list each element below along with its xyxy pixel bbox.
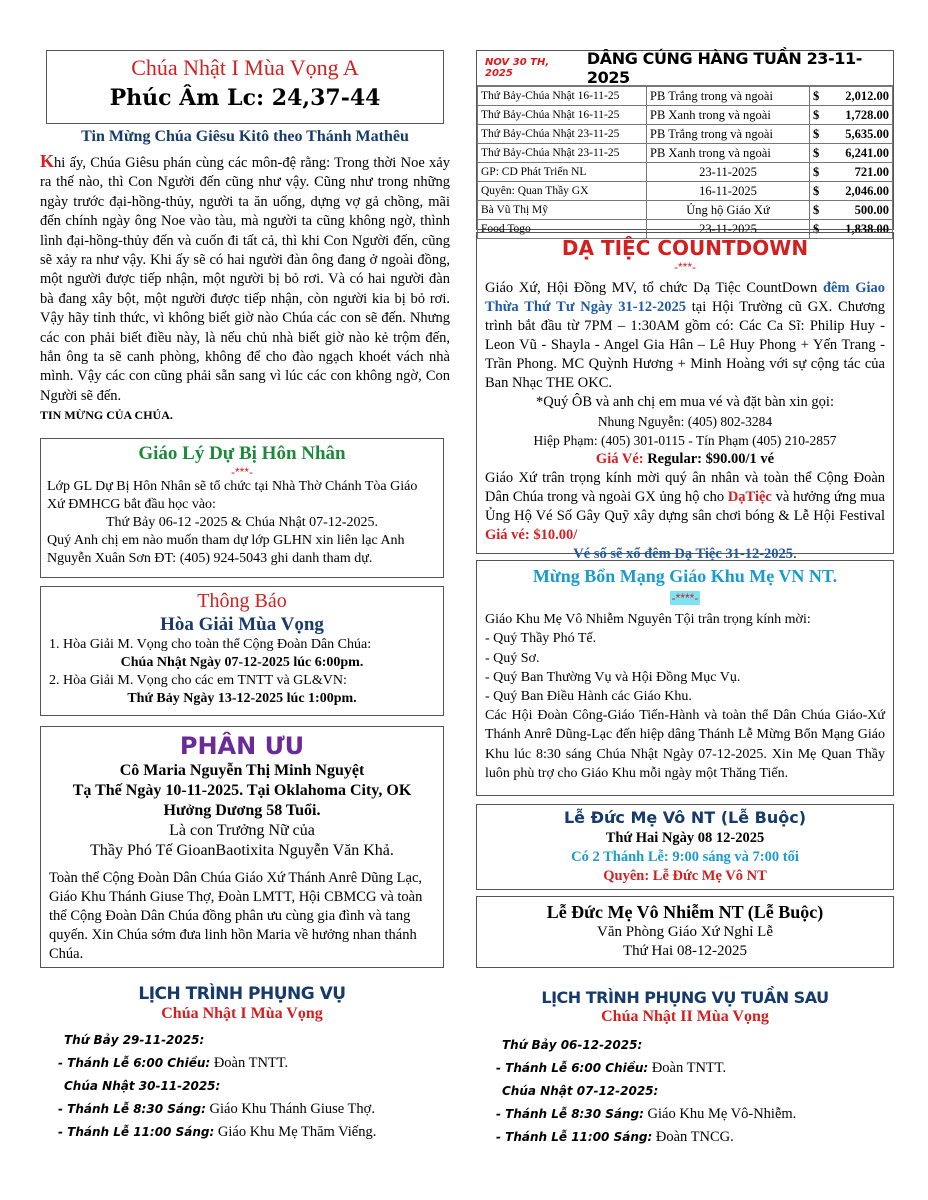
schedule-next-mass3-group: Đoàn TNCG. — [655, 1129, 734, 1145]
patron-separator: -****- — [671, 591, 699, 605]
condolence-age: Hưởng Dương 58 Tuổi. — [163, 802, 321, 819]
offering-currency: $ — [810, 201, 829, 220]
patron-item: - Quý Ban Thường Vụ và Hội Đồng Mục Vụ. — [485, 669, 741, 685]
condolence-body: Toàn thể Cộng Đoàn Dân Chúa Giáo Xứ Thánh Anrê Dũng Lạc, Giáo Khu Thánh Giuse Thợ, Đoàn LMTT, Hội CBMCG và toàn thể Cộng Đoàn Dân Chúa đồng phân ưu cùng gia đình và tang quyến. Xin Chúa sớm đưa linh hồn Maria về hưởng nhan thánh Chúa. — [49, 870, 423, 962]
condolence-died: Tạ Thế Ngày 10-11-2025. Tại Oklahoma City, OK — [72, 782, 412, 799]
offering-currency: $ — [810, 87, 829, 106]
marriage-dates: Thứ Bảy 06-12 -2025 & Chúa Nhật 07-12-2025. — [106, 515, 378, 530]
gospel-header-box — [46, 50, 444, 124]
office-box — [476, 896, 894, 968]
party-contact2: Hiệp Phạm: (405) 301-0115 - Tín Phạm (405) 210-2857 — [533, 433, 837, 448]
party-lottery-c: và hưởng ứng mua Ủng Hộ Vé Số Gây Quỹ xây dựng sân chơi bóng & Lễ Hội Festival — [485, 489, 885, 524]
schedule-next-mass1-group: Đoàn TNTT. — [651, 1060, 727, 1076]
schedule-next-mass3-label: - Thánh Lễ 11:00 Sáng: — [496, 1130, 653, 1144]
party-lottery-price: Giá vé: $10.00/ — [485, 527, 578, 543]
patron-box — [476, 560, 894, 796]
schedule-next-list — [496, 1034, 796, 1149]
patron-title: Mừng Bổn Mạng Giáo Khu Mẹ VN NT. — [532, 566, 838, 586]
party-lottery — [485, 469, 885, 545]
schedule-next-day2: Chúa Nhật 07-12-2025: — [502, 1084, 659, 1098]
offering-source: Thứ Bảy-Chúa Nhật 23-11-25 — [478, 125, 647, 144]
offering-type: 23-11-2025 — [647, 220, 810, 239]
office-title: Lễ Đức Mẹ Vô Nhiễm NT (Lễ Buộc) — [546, 902, 824, 922]
notice-item2-time-wrap: Thứ Bảy Ngày 13-12-2025 lúc 1:00pm. — [127, 691, 357, 706]
party-title: DẠ TIỆC COUNTDOWN — [561, 236, 809, 260]
condolence-father: Thầy Phó Tế GioanBaotixita Nguyễn Văn Khả. — [90, 842, 394, 859]
offering-source: Thứ Bảy-Chúa Nhật 23-11-25 — [478, 144, 647, 163]
offering-row — [478, 125, 893, 144]
notice-item1: 1. Hòa Giải M. Vọng cho toàn thể Cộng Đoàn Dân Chúa: — [49, 637, 372, 652]
schedule-this-mass3-label: - Thánh Lễ 11:00 Sáng: — [58, 1125, 215, 1139]
schedule-next-week — [476, 988, 894, 1026]
offering-type: PB Trắng trong và ngoài — [647, 87, 810, 106]
marriage-line1: Lớp GL Dự Bị Hôn Nhân sẽ tổ chức tại Nhà Thờ Chánh Tòa Giáo Xứ ĐMHCG bắt đầu học vào: — [47, 479, 418, 512]
offering-box — [476, 49, 894, 236]
offering-currency: $ — [810, 106, 829, 125]
offering-row — [478, 163, 893, 182]
gospel-subtitle: Tin Mừng Chúa Giêsu Kitô theo Thánh Mathêu — [81, 128, 409, 145]
notice-title: Thông Báo — [197, 590, 287, 612]
schedule-next-mass2-group: Giáo Khu Mẹ Vô-Nhiễm. — [647, 1106, 797, 1122]
offering-source: Thứ Bảy-Chúa Nhật 16-11-25 — [478, 106, 647, 125]
feast-collection: Quyên: Lễ Đức Mẹ Vô NT — [603, 868, 767, 884]
party-lottery-a: Giáo Xứ trân trọng kính mời quý ân nhân và toàn thể Cộng Đoàn Dân Chúa trong và ngoài GX ủng hộ cho — [485, 470, 885, 505]
offering-badge: NOV 30 TH, 2025 — [485, 57, 550, 79]
schedule-this-list — [58, 1029, 376, 1144]
office-line1: Văn Phòng Giáo Xứ Nghỉ Lễ — [596, 924, 774, 940]
party-price-value: Regular: $90.00/1 vé — [643, 451, 775, 467]
party-draw-wrap: Vé số sẽ xổ đêm Dạ Tiệc 31-12-2025. — [573, 546, 797, 562]
schedule-next-mass1 — [496, 1057, 796, 1080]
party-contact-intro: *Quý ÔB và anh chị em mua vé và đặt bàn xin gọi: — [536, 394, 834, 410]
offering-currency: $ — [810, 144, 829, 163]
schedule-next-mass2 — [496, 1103, 796, 1126]
patron-items — [485, 629, 885, 706]
party-separator: -***- — [673, 260, 696, 274]
condolence-name: Cô Maria Nguyễn Thị Minh Nguyệt — [119, 762, 365, 779]
party-intro — [485, 279, 885, 393]
offering-row — [478, 87, 893, 106]
schedule-next-title: LỊCH TRÌNH PHỤNG VỤ TUẦN SAU — [541, 988, 829, 1007]
feast-masses: Có 2 Thánh Lễ: 9:00 sáng và 7:00 tối — [571, 849, 799, 865]
schedule-this-mass3-group: Giáo Khu Mẹ Thăm Viếng. — [217, 1124, 377, 1140]
notice-subtitle: Hòa Giải Mùa Vọng — [160, 614, 324, 635]
schedule-this-day2: Chúa Nhật 30-11-2025: — [64, 1079, 221, 1093]
offering-type: PB Xanh trong và ngoài — [647, 106, 810, 125]
offering-source: Thứ Bảy-Chúa Nhật 16-11-25 — [478, 87, 647, 106]
schedule-next-subtitle: Chúa Nhật II Mùa Vọng — [601, 1008, 769, 1025]
schedule-this-mass2 — [58, 1098, 376, 1121]
schedule-this-mass2-group: Giáo Khu Thánh Giuse Thợ. — [209, 1101, 375, 1117]
offering-source: Quyên: Quan Thầy GX — [478, 182, 647, 201]
notice-item1-time-wrap: Chúa Nhật Ngày 07-12-2025 lúc 6:00pm. — [120, 655, 364, 670]
condolence-child: Là con Trưởng Nữ của — [169, 822, 315, 839]
feast-title: Lễ Đức Mẹ Vô NT (Lễ Buộc) — [563, 808, 807, 827]
gospel-dropcap: K — [40, 151, 55, 171]
party-lottery-b: DạTiệc — [727, 489, 772, 505]
gospel-closing: TIN MỪNG CỦA CHÚA. — [40, 408, 173, 423]
schedule-next-day1: Thứ Bảy 06-12-2025: — [502, 1038, 643, 1052]
patron-item: - Quý Sơ. — [485, 650, 540, 666]
offering-amount: 5,635.00 — [828, 125, 893, 144]
marriage-line3: Quý Anh chị em nào muốn tham dự lớp GLHN xin liên lạc Anh Nguyễn Xuân Sơn ĐT: (405) 924-5043 ghi danh tham dự. — [47, 533, 405, 566]
offering-type: 23-11-2025 — [647, 163, 810, 182]
offering-row — [478, 201, 893, 220]
offering-row — [478, 144, 893, 163]
offering-amount: 721.00 — [828, 163, 893, 182]
offering-type: Ủng hộ Giáo Xứ — [647, 201, 810, 220]
offering-currency: $ — [810, 163, 829, 182]
patron-item: - Quý Thầy Phó Tế. — [485, 631, 597, 647]
party-contact1: Nhung Nguyễn: (405) 802-3284 — [597, 414, 773, 429]
offering-amount: 1,838.00 — [828, 220, 893, 239]
notice-item1-time: Chúa Nhật Ngày 07-12-2025 lúc 6:00pm — [120, 655, 360, 670]
offering-amount: 2,012.00 — [828, 87, 893, 106]
schedule-this-mass1-label: - Thánh Lễ 6:00 Chiều: — [58, 1056, 211, 1070]
condolence-title: PHÂN ƯU — [179, 732, 305, 760]
notice-item2-time: Thứ Bảy Ngày 13-12-2025 lúc 1:00pm — [127, 691, 354, 706]
patron-sep-wrap — [485, 589, 885, 608]
party-price-label: Giá Vé: — [595, 451, 644, 467]
offering-row — [478, 182, 893, 201]
party-intro-b: đêm Giao Thừa Thứ Tư Ngày 31-12-2025 — [485, 280, 886, 315]
marriage-separator: -***- — [230, 465, 253, 479]
offering-row — [478, 106, 893, 125]
offering-currency: $ — [810, 182, 829, 201]
marriage-prep-box — [40, 438, 444, 578]
party-intro-c: tại Hội Trường cũ GX. Chương trình bắt đầu từ 7PM – 1:30AM gồm có: Các Ca Sĩ: Philip Huy - Leon Vũ - Shayla - Angel Gia Hân – Lê Huy Phong + Yến Trang - Trần Phong. MC Quỳnh Hương + Minh Hoàng với sự cộng tác của Ban Nhạc THE OKC. — [485, 299, 885, 391]
schedule-next-mass1-label: - Thánh Lễ 6:00 Chiều: — [496, 1061, 649, 1075]
patron-item: - Quý Ban Điều Hành các Giáo Khu. — [485, 689, 692, 705]
schedule-this-mass3 — [58, 1121, 376, 1144]
schedule-this-mass1-group: Đoàn TNTT. — [213, 1055, 289, 1071]
marriage-title: Giáo Lý Dự Bị Hôn Nhân — [138, 443, 346, 464]
party-intro-a: Giáo Xứ, Hội Đồng MV, tổ chức Dạ Tiệc CountDown — [485, 280, 823, 296]
offering-type: PB Xanh trong và ngoài — [647, 144, 810, 163]
offering-source: Bà Vũ Thị Mỹ — [478, 201, 647, 220]
party-price — [485, 450, 885, 469]
gospel-body: hi ấy, Chúa Giêsu phán cùng các môn-đệ rằng: Trong thời Noe xảy ra thế nào, thì Con Người đến cũng như vậy. Cũng như trong những ngày trước đại-hồng-thủy, người ta ăn uống, dựng vợ gả chồng, mãi đến chính ngày ông Noe vào tàu, mà người ta cũng không ngờ, thình lình đại-hồng-thủy đến và cuốn đi tất cả, thì khi Con Người đến, cũng sẽ xảy ra như vậy. Khi ấy sẽ có hai người đàn ông đang ở ngoài đồng, một người được tiếp nhận, một người bị bỏ rơi. Và có hai người đàn bà đang xây bột, một người được tiếp nhận, còn người kia bị bỏ rơi. Vậy hãy tỉnh thức, vì không biết giờ nào Chúa các con sẽ đến. Nhưng các con phải biết điều này, là nếu chủ nhà biết giờ nào kẻ trộm đến, hẳn ông ta sẽ canh phòng, không để cho đào ngạch khoét vách nhà mình. Vậy các con cũng phải sẵn sang vì lúc các con không ngờ, Con Người sẽ đến. — [40, 155, 450, 404]
party-draw: Vé số sẽ xổ đêm Dạ Tiệc 31-12-2025 — [573, 546, 794, 562]
offering-currency: $ — [810, 220, 829, 239]
schedule-this-week — [40, 984, 444, 1023]
gospel-text — [40, 152, 450, 426]
offering-type: 16-11-2025 — [647, 182, 810, 201]
schedule-next-mass3 — [496, 1126, 796, 1149]
party-box — [476, 232, 894, 562]
notice-box — [40, 586, 444, 716]
offering-table — [477, 86, 893, 239]
offering-type: PB Trắng trong và ngoài — [647, 125, 810, 144]
feast-date: Thứ Hai Ngày 08 12-2025 — [605, 830, 765, 846]
offering-source: Food Togo — [478, 220, 647, 239]
offering-amount: 2,046.00 — [828, 182, 893, 201]
offering-title: DÂNG CÚNG HÀNG TUẦN 23-11-2025 — [586, 49, 862, 87]
offering-source: GP: CD Phát Triển NL — [478, 163, 647, 182]
office-line2: Thứ Hai 08-12-2025 — [623, 943, 747, 959]
patron-body: Các Hội Đoàn Công-Giáo Tiến-Hành và toàn thể Dân Chúa Giáo-Xứ Thánh Anrê Dũng-Lạc đến hiệp dâng Thánh Lễ Mừng Bổn Mạng Giáo Khu lúc 8:30 sáng Chúa Nhật Ngày 07-12-2025. Xin Mẹ Quan Thầy luôn phù trợ cho Giáo Khu mỗi ngày một Thăng Tiến. — [485, 708, 885, 781]
offering-header — [477, 51, 893, 86]
offering-amount: 1,728.00 — [828, 106, 893, 125]
schedule-this-mass1 — [58, 1052, 376, 1075]
gospel-title: Chúa Nhật I Mùa Vọng A — [131, 55, 359, 80]
schedule-this-title: LỊCH TRÌNH PHỤNG VỤ — [138, 984, 346, 1004]
schedule-this-day1: Thứ Bảy 29-11-2025: — [64, 1033, 205, 1047]
feast-box — [476, 804, 894, 890]
schedule-this-subtitle: Chúa Nhật I Mùa Vọng — [161, 1005, 323, 1022]
offering-amount: 6,241.00 — [828, 144, 893, 163]
offering-amount: 500.00 — [828, 201, 893, 220]
notice-item2: 2. Hòa Giải M. Vọng cho các em TNTT và GL&VN: — [49, 673, 347, 688]
patron-intro: Giáo Khu Mẹ Vô Nhiễm Nguyên Tội trân trọng kính mời: — [485, 612, 811, 628]
gospel-verse: Phúc Âm Lc: 24,37-44 — [109, 85, 381, 111]
schedule-next-mass2-label: - Thánh Lễ 8:30 Sáng: — [496, 1107, 644, 1121]
condolence-box — [40, 726, 444, 968]
schedule-this-mass2-label: - Thánh Lễ 8:30 Sáng: — [58, 1102, 206, 1116]
offering-currency: $ — [810, 125, 829, 144]
